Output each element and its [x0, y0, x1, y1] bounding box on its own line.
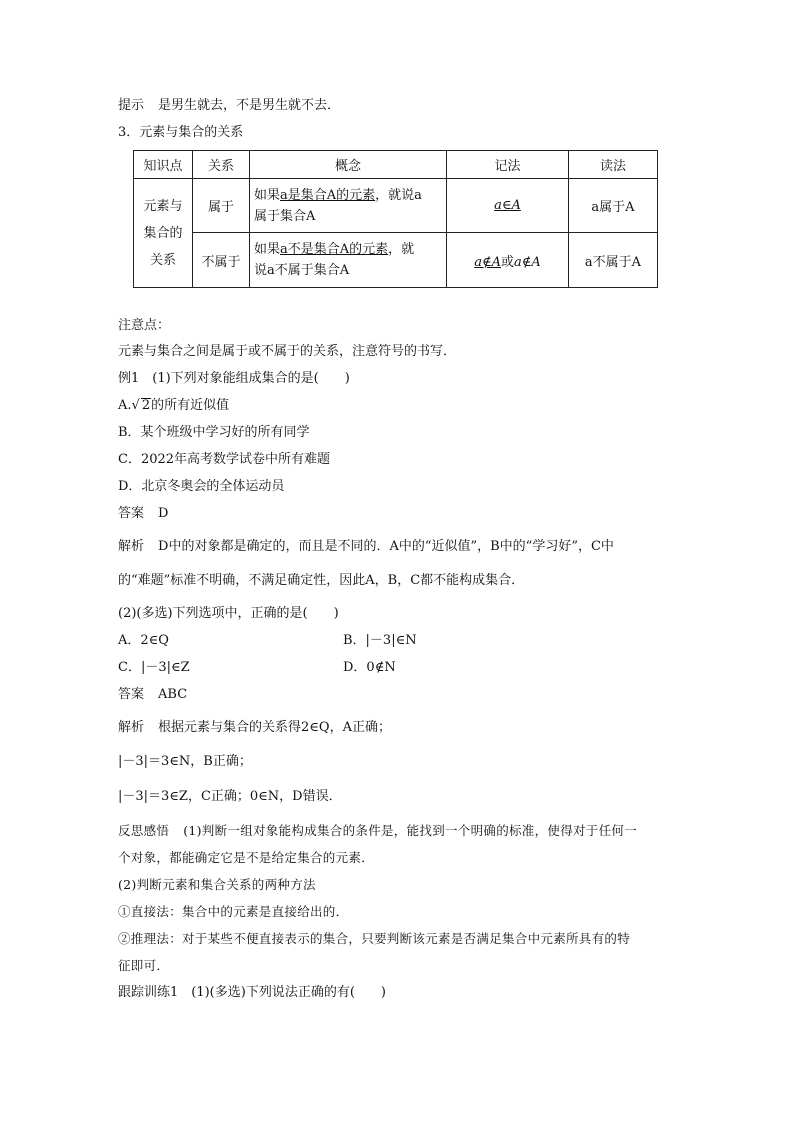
row2-notation: a∉A或a∉A [447, 233, 569, 288]
point-cell: 元素与 集合的 关系 [134, 179, 193, 288]
example1-option-c: C．2022年高考数学试卷中所有难题 [118, 452, 331, 467]
reflection-line2: 个对象，都能确定它是不是给定集合的元素． [118, 850, 375, 865]
row2-relation: 不属于 [193, 233, 250, 288]
row2-reading: a不属于A [569, 233, 658, 288]
hint-line [118, 97, 340, 115]
notes-label: 注意点： [118, 318, 171, 333]
example1-analysis2-line2: |－3|＝3∈N，B正确； [118, 754, 252, 769]
example1-question1: 例1 (1)下列对象能组成集合的是( ) [118, 371, 350, 386]
training-1-question: 跟踪训练1 (1)(多选)下列说法正确的有( ) [118, 985, 386, 1000]
reflection-line3: (2)判断元素和集合关系的两种方法 [118, 877, 316, 892]
header-notation: 记法 [447, 151, 569, 179]
section-3-title: 3．元素与集合的关系 [118, 125, 244, 140]
row2-concept: 如果a不是集合A的元素，就 说a不属于集合A [250, 233, 447, 288]
row1-notation: a∈A [447, 179, 569, 233]
header-relation: 关系 [193, 151, 250, 179]
reflection-line5: ②推理法：对于某些不便直接表示的集合，只要判断该元素是否满足集合中元素所具有的特 [118, 931, 631, 946]
example1-option-a: A.√ 2的所有近似值 [118, 398, 230, 413]
header-concept: 概念 [250, 151, 447, 179]
example1-question2: (2)(多选)下列选项中，正确的是( ) [118, 606, 339, 621]
example1-analysis-line2: 的“难题”标准不明确，不满足确定性，因此A，B，C都不能构成集合． [118, 573, 525, 588]
example1-analysis2-line3: |－3|＝3∈Z，C正确；0∈N，D错误． [118, 789, 342, 804]
hint-label: 提示 [118, 98, 145, 113]
example1-option-b: B．某个班级中学习好的所有同学 [118, 425, 310, 440]
row1-concept: 如果a是集合A的元素，就说a 属于集合A [250, 179, 447, 233]
reflection-line4: ①直接法：集合中的元素是直接给出的． [118, 904, 349, 919]
hint-text: 是男生就去，不是男生就不去． [158, 98, 341, 113]
example1-option-d: D．北京冬奥会的全体运动员 [118, 479, 285, 494]
notes-text: 元素与集合之间是属于或不属于的关系，注意符号的书写． [118, 344, 457, 359]
q2-option-d: D．0∉N [343, 660, 396, 675]
row1-relation: 属于 [193, 179, 250, 233]
example1-answer: 答案 D [118, 506, 169, 521]
element-set-relation-table [133, 150, 658, 288]
example1-answer2: 答案 ABC [118, 687, 188, 702]
header-reading: 读法 [569, 151, 658, 179]
q2-option-c: C．|－3|∈Z [118, 660, 190, 675]
reflection-line1: 反思感悟 (1)判断一组对象能构成集合的条件是，能找到一个明确的标准，使得对于任何一 [118, 823, 638, 838]
reflection-line6: 征即可． [118, 958, 170, 973]
q2-option-b: B．|－3|∈N [343, 633, 417, 648]
example1-analysis-line1: 解析 D中的对象都是确定的，而且是不同的．A中的“近似值”，B中的“学习好”，C中 [118, 539, 614, 554]
row1-reading: a属于A [569, 179, 658, 233]
header-point: 知识点 [134, 151, 193, 179]
q2-option-a: A．2∈Q [118, 633, 169, 648]
example1-analysis2-line1: 解析 根据元素与集合的关系得2∈Q，A正确； [118, 720, 391, 735]
